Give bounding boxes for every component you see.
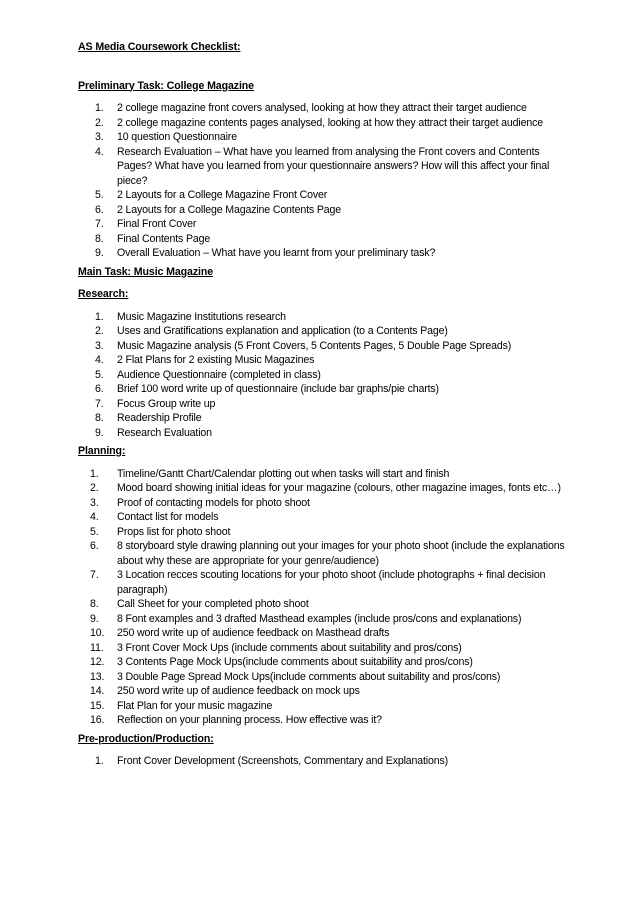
list-item-text: 2 Layouts for a College Magazine Contents Page: [117, 203, 341, 216]
list-item-text: Focus Group write up: [117, 397, 216, 410]
list-item-text: 8 storyboard style drawing planning out your images for your photo shoot (include the explanations about why these are appropriate for your genre/audience): [117, 540, 565, 567]
list-item-number: 5.: [90, 525, 99, 538]
list-item-number: 3.: [95, 131, 104, 143]
list-item: [78, 568, 569, 597]
list-item-text: Front Cover Development (Screenshots, Commentary and Explanations): [117, 755, 449, 767]
list-item-number: 2.: [95, 325, 104, 337]
list-item-number: 4.: [95, 354, 104, 366]
list-item: [78, 510, 569, 525]
list-item-text: Music Magazine analysis (5 Front Covers, 5 Contents Pages, 5 Double Page Spreads): [117, 339, 512, 352]
list-item-number: 6.: [90, 540, 99, 552]
list-item: [78, 539, 569, 568]
list-item: [78, 496, 569, 511]
list-item-text: 2 college magazine contents pages analysed, looking at how they attract their target audience: [117, 116, 543, 129]
list-item-number: 2.: [90, 482, 99, 494]
preliminary-list: [78, 101, 638, 261]
list-item-number: 10.: [90, 627, 105, 639]
list-item: [78, 130, 569, 145]
list-item: [78, 699, 569, 714]
list-item: [78, 713, 569, 728]
list-item-number: 7.: [90, 569, 99, 581]
list-item-text: Proof of contacting models for photo shoot: [117, 496, 310, 509]
list-item-number: 7.: [95, 218, 104, 230]
list-item-text: Call Sheet for your completed photo shoot: [117, 598, 309, 610]
list-item-number: 16.: [90, 714, 105, 726]
list-item: [78, 397, 569, 412]
list-item-number: 1.: [90, 467, 99, 480]
list-item-text: Reflection on your planning process. How effective was it?: [117, 714, 382, 726]
list-item-number: 11.: [90, 641, 104, 654]
list-item-text: Final Contents Page: [117, 232, 211, 245]
list-item: [78, 525, 569, 540]
production-heading: Pre-production/Production:: [78, 732, 214, 745]
list-item: [78, 426, 569, 441]
list-item-text: 250 word write up of audience feedback on Masthead drafts: [117, 627, 390, 639]
list-item: [78, 324, 569, 339]
list-item-number: 14.: [90, 685, 105, 697]
list-item-text: 2 Layouts for a College Magazine Front Cover: [117, 189, 328, 201]
list-item-number: 9.: [95, 426, 104, 439]
list-item-text: Flat Plan for your music magazine: [117, 699, 273, 712]
research-heading: Research:: [78, 288, 129, 300]
preliminary-heading: Preliminary Task: College Magazine: [78, 79, 254, 92]
list-item-number: 3.: [90, 496, 99, 509]
list-item-text: Overall Evaluation – What have you learnt from your preliminary task?: [117, 247, 436, 259]
list-item: [78, 612, 569, 627]
document-title: AS Media Coursework Checklist:: [78, 41, 241, 53]
list-item-text: 3 Front Cover Mock Ups (include comments about suitability and pros/cons): [117, 641, 462, 654]
list-item: [78, 368, 569, 383]
planning-heading: Planning:: [78, 445, 126, 457]
list-item-number: 7.: [95, 397, 104, 410]
list-item-number: 4.: [90, 511, 99, 523]
list-item: [78, 116, 569, 131]
list-item: [78, 101, 569, 116]
list-item: [78, 339, 569, 354]
list-item-text: Research Evaluation: [117, 426, 212, 439]
list-item-number: 6.: [95, 383, 104, 395]
list-item-text: Brief 100 word write up of questionnaire (include bar graphs/pie charts): [117, 383, 439, 395]
list-item: [78, 481, 569, 496]
list-item-number: 5.: [95, 368, 104, 381]
list-item-text: Timeline/Gantt Chart/Calendar plotting out when tasks will start and finish: [117, 467, 450, 480]
list-item: [78, 203, 569, 218]
list-item: [78, 246, 569, 261]
list-item: [78, 217, 569, 232]
list-item-text: Uses and Gratifications explanation and application (to a Contents Page): [117, 325, 448, 337]
list-item: [78, 626, 569, 641]
list-item-text: Audience Questionnaire (completed in class): [117, 368, 321, 381]
list-item-number: 1.: [95, 310, 104, 323]
list-item-text: 3 Double Page Spread Mock Ups(include comments about suitability and pros/cons): [117, 670, 501, 683]
list-item-number: 8.: [90, 598, 99, 610]
list-item: [78, 641, 569, 656]
planning-list: [78, 467, 638, 728]
list-item: [78, 310, 569, 325]
main-task-heading: Main Task: Music Magazine: [78, 265, 214, 278]
list-item: [78, 684, 569, 699]
list-item-number: 1.: [95, 755, 104, 767]
production-list: [78, 754, 638, 769]
list-item-text: 3 Location recces scouting locations for your photo shoot (include photographs + final decision paragraph): [117, 569, 546, 596]
list-item-text: 8 Font examples and 3 drafted Masthead examples (include pros/cons and explanations): [117, 612, 522, 625]
list-item-number: 6.: [95, 203, 104, 216]
list-item-text: Contact list for models: [117, 511, 219, 523]
list-item: [78, 188, 569, 203]
list-item-text: Props list for photo shoot: [117, 525, 231, 538]
list-item: [78, 232, 569, 247]
list-item-text: 2 college magazine front covers analysed, looking at how they attract their target audience: [117, 102, 527, 114]
list-item-number: 9.: [95, 247, 104, 259]
list-item: [78, 655, 569, 670]
list-item: [78, 353, 569, 368]
list-item: [78, 670, 569, 685]
list-item-text: 10 question Questionnaire: [117, 131, 237, 143]
list-item-number: 5.: [95, 189, 104, 201]
list-item-number: 2.: [95, 116, 104, 129]
list-item-text: Final Front Cover: [117, 218, 197, 230]
list-item-number: 3.: [95, 339, 104, 352]
list-item-text: 2 Flat Plans for 2 existing Music Magazines: [117, 354, 315, 366]
list-item: [78, 382, 569, 397]
list-item-text: Music Magazine Institutions research: [117, 310, 286, 323]
list-item-number: 4.: [95, 145, 104, 158]
list-item: [78, 754, 569, 769]
list-item-number: 9.: [90, 612, 99, 625]
list-item-text: 3 Contents Page Mock Ups(include comments about suitability and pros/cons): [117, 656, 473, 668]
list-item-text: Research Evaluation – What have you learned from analysing the Front covers and Contents Pages? What have you learned from your questionnaire answers? How will this affect your final piece?: [117, 145, 550, 187]
list-item: [78, 467, 569, 482]
list-item-number: 12.: [90, 656, 105, 668]
list-item: [78, 145, 569, 189]
list-item-text: Mood board showing initial ideas for your magazine (colours, other magazine images, fonts etc…): [117, 482, 561, 494]
list-item-number: 13.: [90, 670, 105, 683]
list-item-text: 250 word write up of audience feedback on mock ups: [117, 685, 360, 697]
list-item-number: 1.: [95, 102, 104, 114]
list-item-number: 8.: [95, 412, 104, 424]
list-item-number: 15.: [90, 699, 105, 712]
research-list: [78, 310, 638, 441]
list-item-text: Readership Profile: [117, 412, 202, 424]
list-item: [78, 597, 569, 612]
list-item: [78, 411, 569, 426]
list-item-number: 8.: [95, 232, 104, 245]
